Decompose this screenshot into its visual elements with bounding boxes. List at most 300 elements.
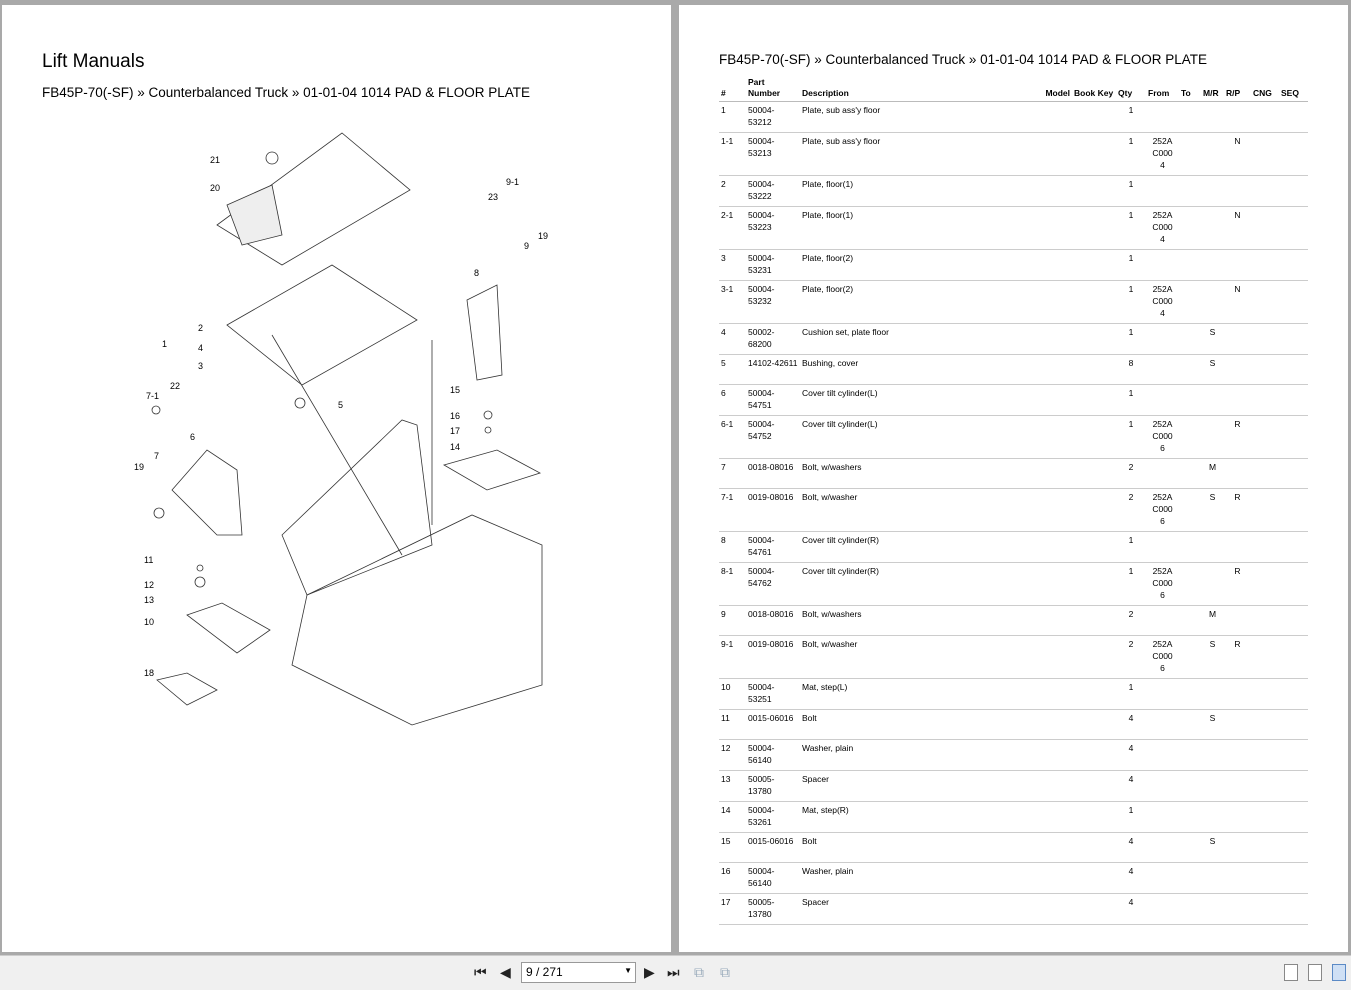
table-row	[719, 385, 1308, 416]
table-cell	[1279, 133, 1308, 176]
table-cell: Washer, plain	[800, 863, 1036, 894]
table-cell	[1179, 740, 1201, 771]
table-cell: 1	[1116, 207, 1146, 250]
callout-label: 1	[162, 339, 168, 349]
table-cell	[1201, 563, 1224, 606]
callout-label: 17	[450, 426, 461, 436]
table-cell: 1	[1116, 176, 1146, 207]
column-header: CNG	[1251, 77, 1279, 102]
table-cell	[1072, 710, 1116, 740]
table-cell	[1179, 863, 1201, 894]
table-cell: S	[1201, 355, 1224, 385]
table-cell: 1	[1116, 324, 1146, 355]
table-row	[719, 459, 1308, 489]
table-row	[719, 636, 1308, 679]
table-cell: 50004- 54752	[746, 416, 800, 459]
table-cell: 50004- 53231	[746, 250, 800, 281]
table-cell: 17	[719, 894, 746, 925]
table-cell: 50004- 53251	[746, 679, 800, 710]
table-cell	[1224, 459, 1251, 489]
column-header: Part Number	[746, 77, 800, 102]
table-cell: 2	[1116, 459, 1146, 489]
column-header: Qty	[1116, 77, 1146, 102]
table-row	[719, 250, 1308, 281]
table-row	[719, 102, 1308, 133]
table-cell	[1146, 102, 1179, 133]
table-cell	[1279, 459, 1308, 489]
table-row	[719, 802, 1308, 833]
table-cell: R	[1224, 563, 1251, 606]
table-cell	[1146, 710, 1179, 740]
table-cell: 1	[719, 102, 746, 133]
column-header: Description	[800, 77, 1036, 102]
table-cell	[1036, 416, 1072, 459]
table-cell: 8	[1116, 355, 1146, 385]
table-cell: Plate, sub ass'y floor	[800, 133, 1036, 176]
callout-label: 19	[538, 231, 549, 241]
table-cell	[1201, 863, 1224, 894]
table-cell: 11	[719, 710, 746, 740]
table-cell	[1251, 281, 1279, 324]
table-cell	[1251, 894, 1279, 925]
table-cell	[1072, 563, 1116, 606]
table-cell	[1251, 771, 1279, 802]
table-cell: 1	[1116, 250, 1146, 281]
table-cell: S	[1201, 324, 1224, 355]
table-cell	[1036, 606, 1072, 636]
table-cell	[1179, 489, 1201, 532]
table-cell	[1251, 207, 1279, 250]
table-cell: 4	[719, 324, 746, 355]
table-cell	[1179, 710, 1201, 740]
table-row	[719, 324, 1308, 355]
table-cell	[1224, 102, 1251, 133]
table-row	[719, 489, 1308, 532]
table-cell: Cover tilt cylinder(L)	[800, 385, 1036, 416]
table-cell: N	[1224, 207, 1251, 250]
column-header: SEQ	[1279, 77, 1308, 102]
table-cell: 50005- 13780	[746, 894, 800, 925]
callout-label: 6	[190, 432, 196, 442]
table-cell	[1251, 802, 1279, 833]
table-cell	[1279, 563, 1308, 606]
table-cell	[1036, 532, 1072, 563]
table-row	[719, 740, 1308, 771]
table-cell: 50004- 56140	[746, 863, 800, 894]
callout-label: 8	[474, 268, 480, 278]
table-cell: M	[1201, 459, 1224, 489]
table-row	[719, 894, 1308, 925]
table-cell: N	[1224, 133, 1251, 176]
table-cell	[1072, 606, 1116, 636]
callout-label: 13	[144, 595, 155, 605]
table-cell: Plate, floor(2)	[800, 250, 1036, 281]
table-cell	[1251, 563, 1279, 606]
table-cell	[1072, 894, 1116, 925]
table-cell	[1279, 863, 1308, 894]
table-cell	[1224, 324, 1251, 355]
table-cell: 50004- 53222	[746, 176, 800, 207]
table-cell	[1279, 355, 1308, 385]
table-cell	[1036, 863, 1072, 894]
table-cell: 0018-08016	[746, 459, 800, 489]
table-cell: Bolt, w/washers	[800, 459, 1036, 489]
table-cell	[1146, 863, 1179, 894]
table-cell	[1179, 385, 1201, 416]
callout-label: 10	[144, 617, 155, 627]
table-cell	[1146, 606, 1179, 636]
table-cell: 50002- 68200	[746, 324, 800, 355]
callout-label: 9	[524, 241, 530, 251]
table-cell: 0015-06016	[746, 833, 800, 863]
table-cell: 252A C000 6	[1146, 636, 1179, 679]
table-cell	[1179, 207, 1201, 250]
table-cell	[1179, 176, 1201, 207]
table-cell	[1036, 636, 1072, 679]
table-cell: 50004- 53212	[746, 102, 800, 133]
table-cell	[1251, 416, 1279, 459]
table-cell: 2	[1116, 636, 1146, 679]
table-cell: 1	[1116, 416, 1146, 459]
table-cell: 1	[1116, 385, 1146, 416]
table-cell	[1251, 532, 1279, 563]
table-cell: Spacer	[800, 771, 1036, 802]
table-cell	[1072, 250, 1116, 281]
table-cell: 252A C000 4	[1146, 281, 1179, 324]
page-number-value: 9 / 271	[526, 965, 563, 979]
table-cell	[1251, 679, 1279, 710]
table-cell: R	[1224, 636, 1251, 679]
exploded-view-drawing	[132, 125, 552, 735]
table-cell	[1072, 863, 1116, 894]
callout-label: 23	[488, 192, 499, 202]
callout-label: 16	[450, 411, 461, 421]
table-row	[719, 176, 1308, 207]
table-cell	[1179, 802, 1201, 833]
table-cell	[1146, 740, 1179, 771]
table-cell: R	[1224, 489, 1251, 532]
table-cell	[1224, 771, 1251, 802]
column-header: Book Key	[1072, 77, 1116, 102]
callout-label: 18	[144, 668, 155, 678]
table-row	[719, 133, 1308, 176]
table-cell	[1072, 207, 1116, 250]
table-cell: 50004- 53223	[746, 207, 800, 250]
table-cell	[1072, 636, 1116, 679]
table-cell: 1	[1116, 281, 1146, 324]
callout-label: 22	[170, 381, 181, 391]
table-cell	[1251, 324, 1279, 355]
table-cell	[1146, 532, 1179, 563]
table-cell	[1251, 710, 1279, 740]
callout-label: 2	[198, 323, 204, 333]
table-cell	[1224, 355, 1251, 385]
table-cell	[1279, 802, 1308, 833]
table-cell	[1036, 385, 1072, 416]
table-cell	[1036, 102, 1072, 133]
table-cell: Cushion set, plate floor	[800, 324, 1036, 355]
right-page	[679, 5, 1348, 952]
table-cell: S	[1201, 489, 1224, 532]
table-cell: 5	[719, 355, 746, 385]
table-cell	[1072, 176, 1116, 207]
column-header: From	[1146, 77, 1179, 102]
table-cell	[1146, 385, 1179, 416]
table-cell	[1146, 771, 1179, 802]
table-cell	[1279, 385, 1308, 416]
table-cell: 14102-42611	[746, 355, 800, 385]
two-page-view-icon[interactable]	[1332, 964, 1346, 981]
callout-label: 14	[450, 442, 461, 452]
table-cell	[1279, 102, 1308, 133]
table-cell: S	[1201, 833, 1224, 863]
table-cell	[1279, 710, 1308, 740]
table-cell: 1	[1116, 133, 1146, 176]
table-cell	[1036, 740, 1072, 771]
callout-label: 11	[144, 555, 154, 565]
table-cell	[1201, 802, 1224, 833]
callout-label: 20	[210, 183, 221, 193]
table-cell	[1251, 355, 1279, 385]
table-cell	[1146, 679, 1179, 710]
table-cell	[1146, 176, 1179, 207]
table-cell: Washer, plain	[800, 740, 1036, 771]
table-cell	[1036, 563, 1072, 606]
table-cell	[1179, 459, 1201, 489]
table-cell	[1072, 281, 1116, 324]
last-page-icon[interactable]: ⏭	[667, 964, 680, 980]
table-cell: 4	[1116, 740, 1146, 771]
table-cell	[1036, 771, 1072, 802]
table-cell	[1072, 385, 1116, 416]
table-cell: 15	[719, 833, 746, 863]
table-cell	[1201, 281, 1224, 324]
callout-label: 9-1	[506, 177, 520, 187]
table-cell: Plate, floor(1)	[800, 176, 1036, 207]
table-cell	[1279, 894, 1308, 925]
table-cell	[1146, 459, 1179, 489]
table-cell: 4	[1116, 894, 1146, 925]
first-page-icon[interactable]: ⏮	[474, 964, 487, 980]
table-cell	[1224, 894, 1251, 925]
table-cell	[1179, 324, 1201, 355]
table-cell	[1179, 102, 1201, 133]
page-title: Lift Manuals	[42, 51, 145, 72]
table-cell	[1201, 176, 1224, 207]
table-cell: 252A C000 6	[1146, 416, 1179, 459]
callout-label: 4	[198, 343, 204, 353]
table-cell: S	[1201, 636, 1224, 679]
table-cell	[1201, 207, 1224, 250]
table-cell	[1201, 133, 1224, 176]
column-header: To	[1179, 77, 1201, 102]
table-cell: Bushing, cover	[800, 355, 1036, 385]
table-cell: 252A C000 4	[1146, 207, 1179, 250]
table-cell: Bolt, w/washer	[800, 636, 1036, 679]
table-cell	[1251, 863, 1279, 894]
table-cell: Mat, step(R)	[800, 802, 1036, 833]
table-cell	[1036, 894, 1072, 925]
table-row	[719, 771, 1308, 802]
table-cell: 252A C000 4	[1146, 133, 1179, 176]
table-cell: Bolt, w/washer	[800, 489, 1036, 532]
table-cell: 50004- 53232	[746, 281, 800, 324]
table-cell	[1146, 894, 1179, 925]
table-cell	[1072, 355, 1116, 385]
table-cell	[1072, 802, 1116, 833]
callout-label: 15	[450, 385, 461, 395]
table-cell	[1036, 176, 1072, 207]
table-cell	[1279, 324, 1308, 355]
table-cell: 9-1	[719, 636, 746, 679]
table-cell: 12	[719, 740, 746, 771]
table-cell	[1072, 740, 1116, 771]
table-cell	[1201, 771, 1224, 802]
table-cell: Plate, sub ass'y floor	[800, 102, 1036, 133]
table-cell: 6	[719, 385, 746, 416]
table-cell: 1	[1116, 802, 1146, 833]
table-cell	[1279, 532, 1308, 563]
previous-page-icon[interactable]: ◀	[500, 964, 511, 980]
table-cell	[1146, 250, 1179, 281]
table-cell	[1251, 636, 1279, 679]
table-cell: 1	[1116, 679, 1146, 710]
table-cell: 0019-08016	[746, 636, 800, 679]
table-cell: 6-1	[719, 416, 746, 459]
table-cell	[1201, 894, 1224, 925]
table-cell: Spacer	[800, 894, 1036, 925]
table-cell: 4	[1116, 771, 1146, 802]
table-cell: Cover tilt cylinder(R)	[800, 532, 1036, 563]
table-cell	[1072, 416, 1116, 459]
paste-page-icon[interactable]: ⧉	[720, 964, 730, 980]
table-cell: 50004- 54761	[746, 532, 800, 563]
table-cell	[1251, 385, 1279, 416]
table-cell	[1036, 489, 1072, 532]
table-cell	[1072, 833, 1116, 863]
table-cell	[1179, 532, 1201, 563]
table-cell	[1036, 324, 1072, 355]
table-cell	[1279, 636, 1308, 679]
column-header: Model	[1036, 77, 1072, 102]
table-cell	[1072, 771, 1116, 802]
table-cell: Mat, step(L)	[800, 679, 1036, 710]
table-cell: Plate, floor(2)	[800, 281, 1036, 324]
table-cell: 4	[1116, 833, 1146, 863]
page-number-select[interactable]	[521, 962, 636, 983]
table-cell: 7-1	[719, 489, 746, 532]
table-cell: 10	[719, 679, 746, 710]
table-cell: 14	[719, 802, 746, 833]
table-cell	[1224, 532, 1251, 563]
table-cell: 3-1	[719, 281, 746, 324]
chevron-down-icon: ▼	[624, 966, 632, 975]
table-cell: 252A C000 6	[1146, 489, 1179, 532]
table-cell	[1179, 416, 1201, 459]
table-cell: 50004- 53213	[746, 133, 800, 176]
table-cell	[1036, 802, 1072, 833]
table-cell	[1072, 133, 1116, 176]
table-cell: 1	[1116, 532, 1146, 563]
table-cell: 50004- 53261	[746, 802, 800, 833]
callout-label: 5	[338, 400, 344, 410]
table-cell: Bolt	[800, 710, 1036, 740]
callout-label: 19	[134, 462, 145, 472]
table-cell	[1224, 606, 1251, 636]
table-cell: 7	[719, 459, 746, 489]
copy-page-icon[interactable]: ⧉	[694, 964, 704, 980]
table-cell	[1072, 102, 1116, 133]
table-cell: 0015-06016	[746, 710, 800, 740]
table-cell	[1179, 133, 1201, 176]
table-cell	[1251, 833, 1279, 863]
table-cell: 50004- 56140	[746, 740, 800, 771]
callout-label: 21	[210, 155, 221, 165]
table-cell	[1036, 207, 1072, 250]
table-cell	[1201, 740, 1224, 771]
table-cell: 50004- 54751	[746, 385, 800, 416]
table-cell	[1279, 207, 1308, 250]
table-cell	[1179, 355, 1201, 385]
column-header: R/P	[1224, 77, 1251, 102]
continuous-view-icon[interactable]	[1308, 964, 1322, 981]
breadcrumb: FB45P-70(-SF) » Counterbalanced Truck » 01-01-04 1014 PAD & FLOOR PLATE	[719, 52, 1207, 67]
table-cell	[1279, 740, 1308, 771]
table-cell: 8	[719, 532, 746, 563]
table-cell	[1179, 606, 1201, 636]
parts-table	[719, 77, 1308, 925]
table-cell	[1224, 385, 1251, 416]
table-cell	[1179, 833, 1201, 863]
table-cell: Cover tilt cylinder(R)	[800, 563, 1036, 606]
table-cell	[1036, 250, 1072, 281]
table-cell: 0019-08016	[746, 489, 800, 532]
column-header: #	[719, 77, 746, 102]
table-cell: 252A C000 6	[1146, 563, 1179, 606]
table-cell	[1036, 679, 1072, 710]
table-cell	[1201, 416, 1224, 459]
table-cell: 8-1	[719, 563, 746, 606]
table-row	[719, 679, 1308, 710]
table-cell	[1179, 894, 1201, 925]
table-cell	[1146, 324, 1179, 355]
single-page-view-icon[interactable]	[1284, 964, 1298, 981]
table-cell: 2	[1116, 606, 1146, 636]
table-row	[719, 207, 1308, 250]
table-cell: 16	[719, 863, 746, 894]
table-cell	[1224, 740, 1251, 771]
parts-diagram	[132, 125, 552, 735]
table-cell: R	[1224, 416, 1251, 459]
table-cell	[1072, 679, 1116, 710]
table-cell: 3	[719, 250, 746, 281]
table-cell	[1251, 102, 1279, 133]
table-cell: 1	[1116, 563, 1146, 606]
table-cell	[1146, 355, 1179, 385]
table-cell	[1279, 833, 1308, 863]
table-cell	[1036, 281, 1072, 324]
table-cell	[1251, 459, 1279, 489]
table-cell	[1224, 679, 1251, 710]
table-cell	[1179, 563, 1201, 606]
table-cell: S	[1201, 710, 1224, 740]
table-cell	[1179, 250, 1201, 281]
table-cell: 50004- 54762	[746, 563, 800, 606]
table-cell: N	[1224, 281, 1251, 324]
table-cell	[1179, 281, 1201, 324]
table-row	[719, 281, 1308, 324]
next-page-icon[interactable]: ▶	[644, 964, 655, 980]
